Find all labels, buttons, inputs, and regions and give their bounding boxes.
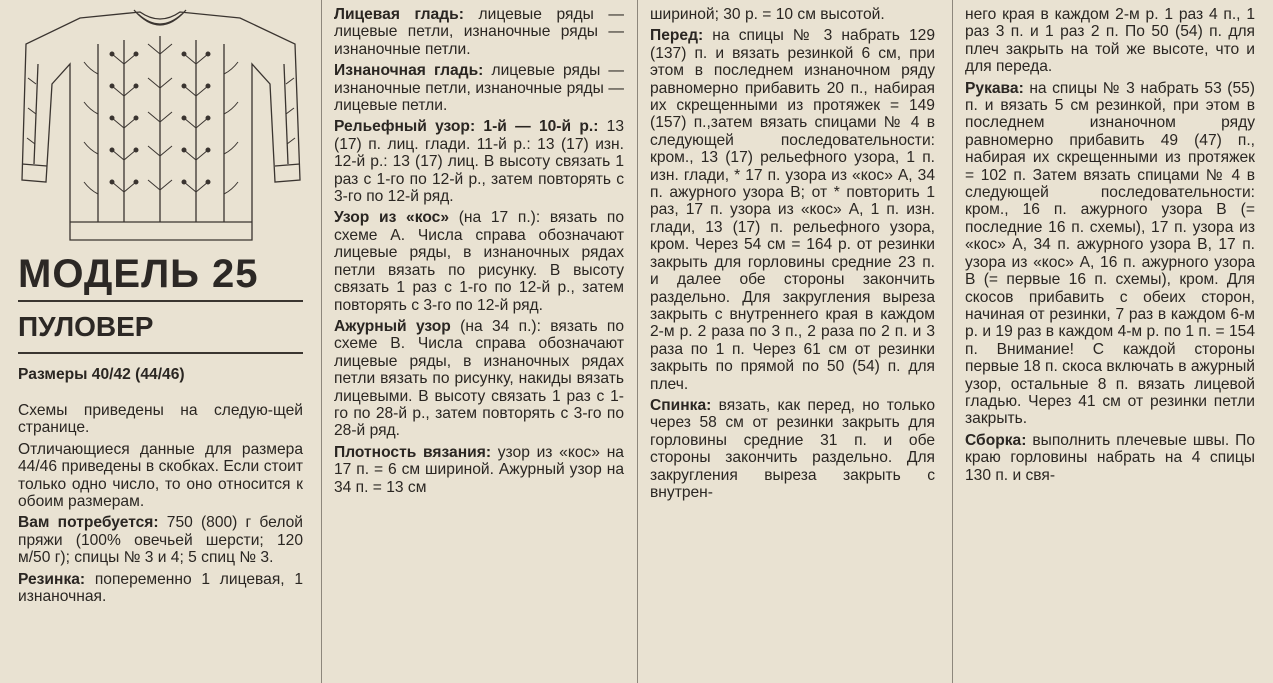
paragraph — [334, 444, 624, 496]
paragraph-text: лицевые ряды — лицевые петли, изнаночные ряды — изнаночные петли. — [334, 6, 624, 58]
sweater-illustration-icon — [20, 4, 305, 248]
paragraph — [334, 118, 624, 205]
paragraph-heading: Рукава: — [965, 79, 1024, 97]
column-divider — [952, 0, 953, 683]
paragraph-heading: Перед: — [650, 27, 704, 45]
paragraph — [334, 318, 624, 440]
paragraph-text: Схемы приведены на следую-щей странице. — [18, 402, 303, 437]
column-1 — [18, 402, 303, 609]
paragraph-heading: Спинка: — [650, 396, 712, 414]
paragraph — [334, 6, 624, 58]
column-4 — [965, 6, 1255, 488]
paragraph-text: лицевые ряды — изнаночные петли, изнаночные ряды — лицевые петли. — [334, 62, 625, 115]
garment-title: ПУЛОВЕР — [18, 311, 154, 342]
column-divider — [321, 0, 322, 683]
paragraph-text: Отличающиеся данные для размера 44/46 приведены в скобках. Если стоит только одно число, то оно относится к обоим размерам. — [18, 440, 303, 511]
paragraph-heading: Рельефный узор: 1-й — 10-й р.: — [334, 118, 599, 136]
paragraph-text: вязать, как перед, но только через 58 см от резинки закрыть для горловины средние 31 п. и обе стороны закончить раздельно. Для закругления выреза закрыть с внутрен- — [650, 396, 935, 501]
paragraph-heading: Ажурный узор — [334, 317, 451, 335]
column-divider — [637, 0, 638, 683]
paragraph-text: попеременно 1 лицевая, 1 изнаночная. — [18, 570, 303, 606]
paragraph — [334, 209, 624, 313]
paragraph — [650, 27, 935, 393]
column-2 — [334, 6, 624, 500]
paragraph — [650, 6, 935, 23]
model-title: МОДЕЛЬ 25 — [18, 252, 259, 296]
paragraph — [965, 432, 1255, 484]
paragraph-text: выполнить плечевые швы. По краю горловины набрать на 4 спицы 130 п. и свя- — [965, 431, 1255, 484]
paragraph-heading: Вам потребуется: — [18, 514, 159, 532]
paragraph — [334, 62, 624, 114]
paragraph — [650, 397, 935, 501]
paragraph — [18, 514, 303, 566]
sizes-line: Размеры 40/42 (44/46) — [18, 366, 185, 383]
paragraph — [965, 80, 1255, 428]
paragraph-text: узор из «кос» на 17 п. = 6 см шириной. Ажурный узор на 34 п. = 13 см — [334, 443, 624, 496]
title-rule — [18, 300, 303, 302]
column-3 — [650, 6, 935, 505]
paragraph-text: на спицы № 3 набрать 129 (137) п. и вязать резинкой 6 см, при этом в последнем изнаночном ряду равномерно прибавить 20 п., набирая их скрещенными из протяжек = 149 (157) п.,затем вязать спицами № 4 в следующей последовательности: кром., 13 (17) рельефного узора, 1 п. изн. глади, * 17 п. узора из «кос» А, 34 п. ажурного узора В; от * повторить 1 раз, 17 п. узора из «кос» А, 1 п. изн. глади, 13 (17) п. рельефного узора, кром. Через 54 см = 164 р. от резинки закрыть для горловины средние 23 п. и далее обе стороны закончить раздельно. Для закругления выреза закрыть с внутреннего края в каждом 2-м р. 2 раза по 3 п., 2 раза по 2 п. и 3 раза по 1 п. Через 61 см от резинки закрыть по прямой по 50 (54) п. для плеч. — [650, 27, 935, 393]
paragraph-heading: Сборка: — [965, 431, 1027, 449]
paragraph-text: (на 34 п.): вязать по схеме В. Числа справа обозначают лицевые ряды, в изнаночных рядах петли вязать по рисунку, накиды вязать лицевыми. В высоту связать 1 раз с 1-го по 28-й р., затем повторять с 3-го по 28-й ряд. — [334, 317, 625, 440]
paragraph-text: (на 17 п.): вязать по схеме А. Числа справа обозначают лицевые ряды, в изнаночных рядах петли вязать по рисунку. В высоту связать 1 раз с 1-го по 12-й р., затем повторять с 3-го по 12-й ряд. — [334, 209, 624, 314]
paragraph-text: 750 (800) г белой пряжи (100% овечьей шерсти; 120 м/50 г); спицы № 3 и 4; 5 спиц № 3. — [18, 514, 303, 567]
paragraph-heading: Изнаночная гладь: — [334, 62, 484, 80]
paragraph-heading: Лицевая гладь: — [334, 6, 464, 23]
paragraph-text: шириной; 30 р. = 10 см высотой. — [650, 6, 885, 23]
paragraph — [18, 441, 303, 511]
paragraph-heading: Плотность вязания: — [334, 443, 492, 461]
paragraph — [965, 6, 1255, 76]
paragraph-heading: Резинка: — [18, 570, 86, 588]
paragraph-text: 13 (17) п. лиц. глади. 11-й р.: 13 (17) изн. 12-й р.: 13 (17) лиц. В высоту связать 1 раз с 1-го по 12-й р., затем повторять с 3-го по 12-й ряд. — [334, 118, 624, 206]
paragraph — [18, 402, 303, 437]
paragraph-text: него края в каждом 2-м р. 1 раз 4 п., 1 раз 3 п. и 1 раз 2 п. По 50 (54) п. для плеч закрыть на той же высоте, что и для переда. — [965, 6, 1255, 76]
paragraph-text: на спицы № 3 набрать 53 (55) п. и вязать 5 см резинкой, при этом в последнем изнаночном ряду равномерно прибавить 49 (47) п., набирая их скрещенными из протяжек = 102 п. Затем вязать спицами № 4 в следующей последовательности: кром., 16 п. ажурного узора В (= последние 16 п. схемы), 17 п. узора из «кос» А, 34 п. ажурного узора В, 17 п. узора из «кос» А, 16 п. ажурного узора В (= первые 16 п. схемы), кром. Для скосов прибавить с обеих сторон, начиная от резинки, 7 раз в каждом 6-м р. и 19 раз в каждом 4-м р. по 1 п. = 154 п. Внимание! С каждой стороны первые 18 п. скоса включать в ажурный узор, остальные 8 п. вязать лицевой гладью. Через 41 см от резинки петли закрыть. — [965, 79, 1255, 428]
subtitle-rule — [18, 352, 303, 354]
paragraph-heading: Узор из «кос» — [334, 209, 449, 227]
paragraph — [18, 571, 303, 606]
